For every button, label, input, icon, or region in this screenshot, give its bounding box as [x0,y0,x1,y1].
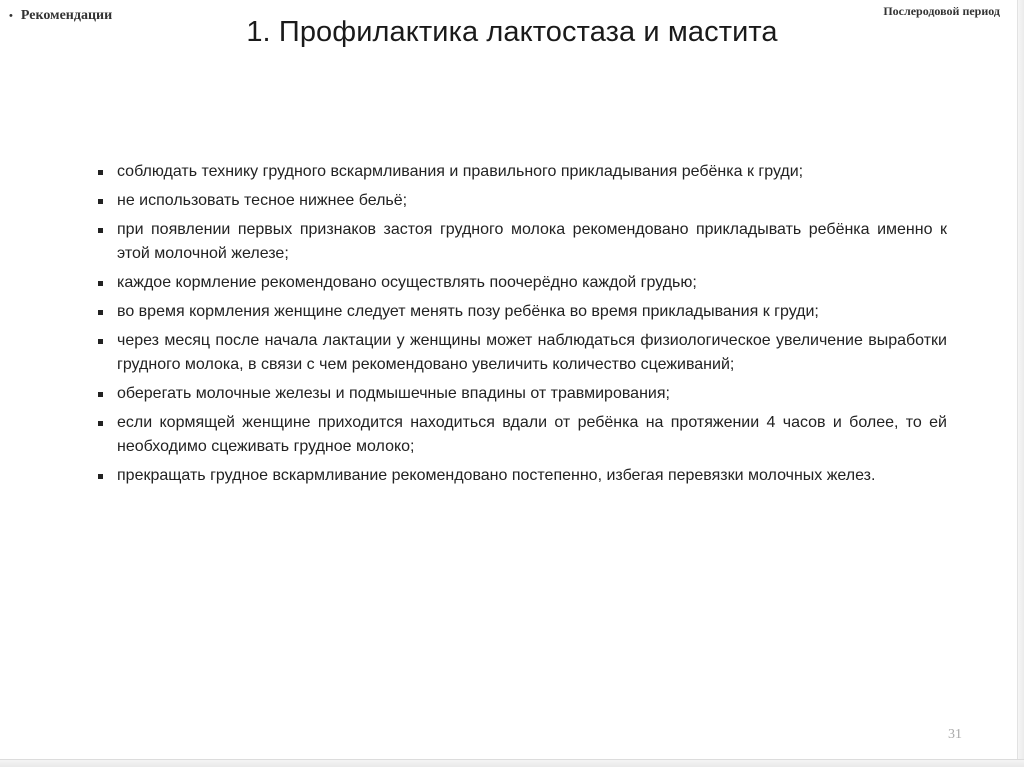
square-bullet-icon [98,339,103,344]
list-item [98,464,947,488]
list-item-text: во время кормления женщине следует менять позу ребёнка во время прикладывания к груди; [117,303,819,320]
list-item [98,382,947,406]
square-bullet-icon [98,199,103,204]
list-item-text: при появлении первых признаков застоя грудного молока рекомендовано прикладывать ребёнка именно к этой молочной железе; [117,221,947,262]
list-item-text: не использовать тесное нижнее бельё; [117,192,408,209]
square-bullet-icon [98,310,103,315]
list-item [98,300,947,324]
list-item [98,329,947,377]
list-item [98,218,947,266]
square-bullet-icon [98,281,103,286]
list-item [98,189,947,213]
square-bullet-icon [98,474,103,479]
square-bullet-icon [98,228,103,233]
bullet-list [98,160,947,493]
list-item [98,160,947,184]
square-bullet-icon [98,392,103,397]
crumb-label: Рекомендации [20,8,113,23]
list-item-text: соблюдать технику грудного вскармливания и правильного прикладывания ребёнка к груди; [117,163,804,180]
page-number: 31 [948,727,962,742]
slide-edge-shadow [0,759,1024,767]
list-item [98,411,947,459]
section-label: Послеродовой период [883,4,1000,18]
list-item-text: оберегать молочные железы и подмышечные впадины от травмирования; [117,385,670,402]
list-item-text: если кормящей женщине приходится находиться вдали от ребёнка на протяжении 4 часов и более, то ей необходимо сцеживать грудное молоко; [117,414,947,455]
list-item-text: каждое кормление рекомендовано осуществлять поочерёдно каждой грудью; [117,274,697,291]
square-bullet-icon [98,421,103,426]
bullet-icon: • [9,9,13,22]
square-bullet-icon [98,170,103,175]
list-item-text: прекращать грудное вскармливание рекомендовано постепенно, избегая перевязки молочных желез. [117,467,876,484]
slide-edge-shadow [1017,0,1024,767]
list-item [98,271,947,295]
list-item-text: через месяц после начала лактации у женщины может наблюдаться физиологическое увеличение выработки грудного молока, в связи с чем рекомендовано увеличить количество сцеживаний; [117,332,947,373]
slide-title: 1. Профилактика лактостаза и мастита [246,16,778,48]
